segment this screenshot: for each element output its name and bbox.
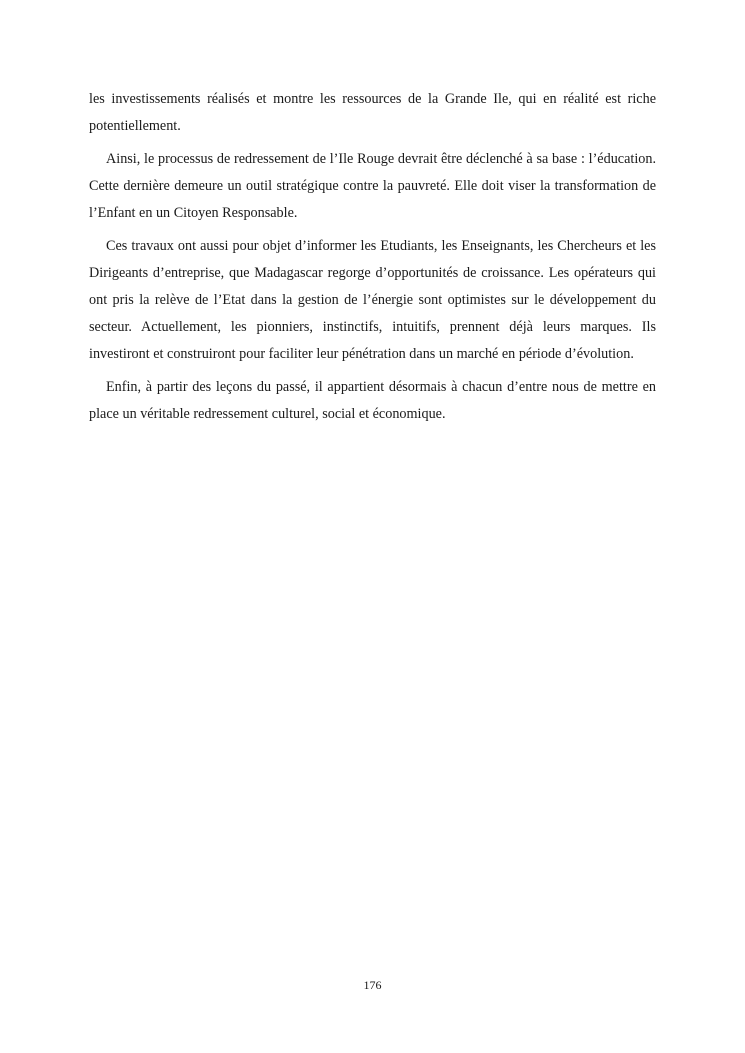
page-number: 176: [363, 978, 382, 992]
paragraph-conclusion: Enfin, à partir des leçons du passé, il appartient désormais à chacun d’entre nous de mettre en place un véritable redressement culturel, social et économique.: [89, 379, 656, 422]
paragraph-opportunities: Ces travaux ont aussi pour objet d’informer les Etudiants, les Enseignants, les Chercheurs et les Dirigeants d’entreprise, que Madagascar regorge d’opportunités de croissance. Les opérateurs qui ont pris la relève de l’Etat dans la gestion de l’énergie sont optimistes sur le développement du secteur. Actuellement, les pionniers, instinctifs, intuitifs, prennent déjà leurs marques. Ils investiront et construiront pour faciliter leur pénétration dans un marché en période d’évolution.: [89, 238, 656, 362]
paragraph-education: Ainsi, le processus de redressement de l’Ile Rouge devrait être déclenché à sa base : l’éducation. Cette dernière demeure un outil stratégique contre la pauvreté. Elle doit viser la transformation de l’Enfant en un Citoyen Responsable.: [89, 151, 656, 221]
paragraph-continuation: les investissements réalisés et montre les ressources de la Grande Ile, qui en réalité est riche potentiellement.: [89, 91, 656, 134]
document-body: [89, 86, 656, 434]
